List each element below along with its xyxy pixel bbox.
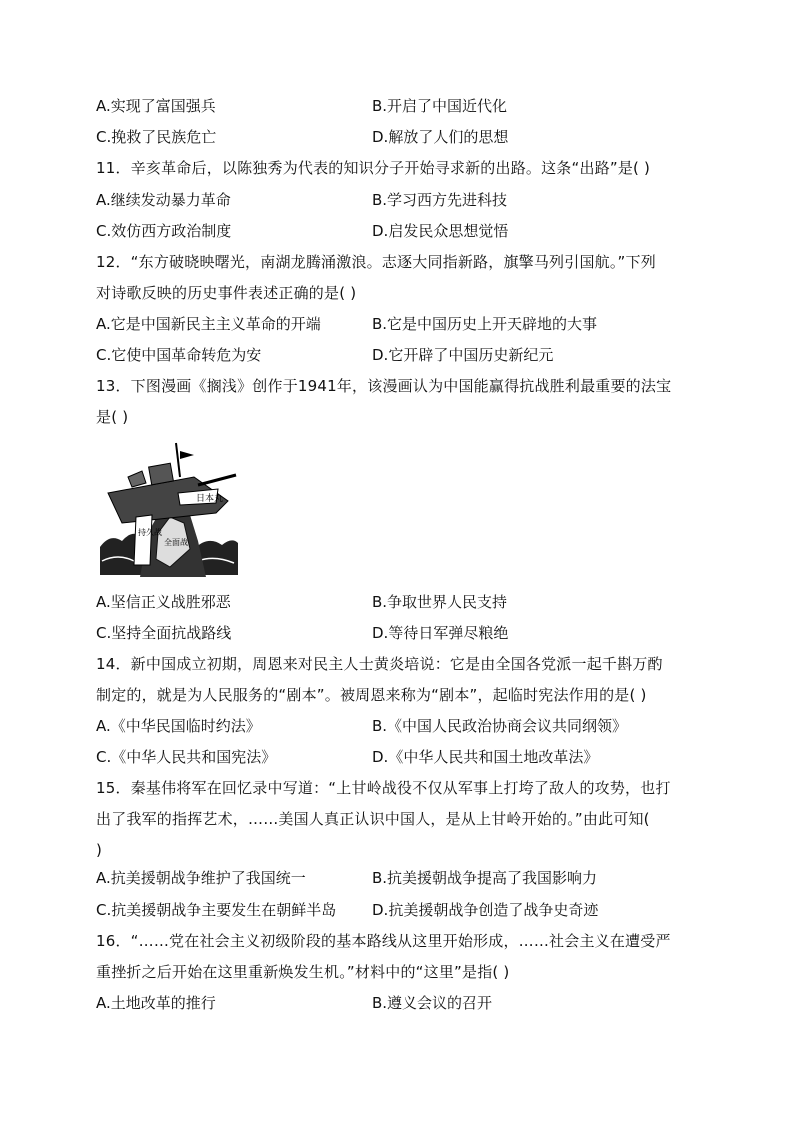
q11-option-b: B.学习西方先进科技 — [372, 191, 508, 209]
q15-stem-line-2: 出了我军的指挥艺术，……美国人真正认识中国人，是从上甘岭开始的。”由此可知( — [96, 810, 650, 828]
q11-stem: 11．辛亥革命后，以陈独秀为代表的知识分子开始寻求新的出路。这条“出路”是( ) — [96, 159, 651, 177]
q13-option-b: B.争取世界人民支持 — [372, 593, 508, 611]
q14-stem-line-2: 制定的，就是为人民服务的“剧本”。被周恩来称为“剧本”，起临时宪法作用的是( ) — [96, 686, 647, 704]
q16-option-b: B.遵义会议的召开 — [372, 994, 493, 1012]
q11-option-c: C.效仿西方政治制度 — [96, 222, 232, 240]
q15-stem-line-3: ) — [96, 841, 103, 859]
q16-option-a: A.土地改革的推行 — [96, 994, 216, 1012]
q15-option-b: B.抗美援朝战争提高了我国影响力 — [372, 869, 598, 887]
q15-option-c: C.抗美援朝战争主要发生在朝鲜半岛 — [96, 901, 337, 919]
q10-option-a: A.实现了富国强兵 — [96, 97, 216, 115]
cartoon-stranded-ship — [98, 437, 240, 579]
q10-option-c: C.挽救了民族危亡 — [96, 128, 217, 146]
q15-option-d: D.抗美援朝战争创造了战争史奇迹 — [372, 901, 599, 919]
q11-option-d: D.启发民众思想觉悟 — [372, 222, 509, 240]
q12-stem-line-2: 对诗歌反映的历史事件表述正确的是( ) — [96, 284, 357, 302]
ship-label: 日本丸 — [196, 494, 224, 504]
q12-option-d: D.它开辟了中国历史新纪元 — [372, 346, 554, 364]
q10-option-d: D.解放了人们的思想 — [372, 128, 509, 146]
q15-stem-line-1: 15．秦基伟将军在回忆录中写道：“上甘岭战役不仅从军事上打垮了敌人的攻势，也打 — [96, 779, 671, 797]
q14-option-d: D.《中华人民共和国土地改革法》 — [372, 748, 599, 766]
q15-option-a: A.抗美援朝战争维护了我国统一 — [96, 869, 306, 887]
q13-option-a: A.坚信正义战胜邪恶 — [96, 593, 231, 611]
q13-option-c: C.坚持全面抗战路线 — [96, 624, 232, 642]
q12-option-b: B.它是中国历史上开天辟地的大事 — [372, 315, 598, 333]
q14-option-b: B.《中国人民政治协商会议共同纲领》 — [372, 717, 628, 735]
q13-stem-line-1: 13．下图漫画《搁浅》创作于1941年，该漫画认为中国能赢得抗战胜利最重要的法宝 — [96, 377, 672, 395]
q14-option-a: A.《中华民国临时约法》 — [96, 717, 261, 735]
rock-label: 全面战 — [164, 538, 188, 547]
q13-option-d: D.等待日军弹尽粮绝 — [372, 624, 509, 642]
q13-stem-line-2: 是( ) — [96, 408, 129, 426]
q11-option-a: A.继续发动暴力革命 — [96, 191, 231, 209]
q12-option-c: C.它使中国革命转危为安 — [96, 346, 262, 364]
q12-option-a: A.它是中国新民主主义革命的开端 — [96, 315, 321, 333]
q16-stem-line-2: 重挫折之后开始在这里重新焕发生机。”材料中的“这里”是指( ) — [96, 963, 510, 981]
q14-option-c: C.《中华人民共和国宪法》 — [96, 748, 277, 766]
q14-stem-line-1: 14．新中国成立初期，周恩来对民主人士黄炎培说：它是由全国各党派一起千斟万酌 — [96, 655, 663, 673]
q12-stem-line-1: 12．“东方破晓映曙光，南湖龙腾涌激浪。志逐大同指新路，旗擎马列引国航。”下列 — [96, 253, 656, 271]
q16-stem-line-1: 16．“……党在社会主义初级阶段的基本路线从这里开始形成，……社会主义在遭受严 — [96, 932, 671, 950]
pillar-label: 持久战 — [138, 528, 162, 537]
q10-option-b: B.开启了中国近代化 — [372, 97, 508, 115]
